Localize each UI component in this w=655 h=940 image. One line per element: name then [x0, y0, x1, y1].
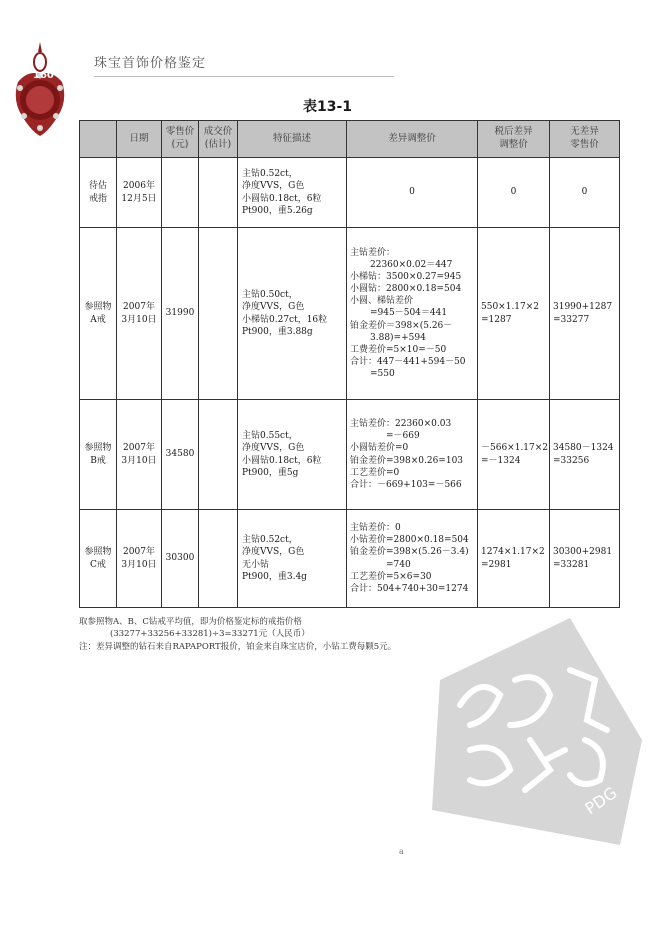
retail-price-cell: 30300 — [162, 510, 199, 608]
column-header: 成交价 (估计) — [199, 121, 238, 158]
header-rule — [94, 76, 394, 77]
footer-mark: a — [399, 847, 404, 856]
average-price-note: 取参照物A、B、C钻戒平均值，即为价格鉴定标的戒指价格 — [79, 617, 302, 627]
table-header-row — [80, 121, 620, 158]
table-row — [80, 228, 620, 400]
page-number: 160 — [33, 70, 54, 81]
item-name-cell: 待估 戒指 — [80, 158, 117, 228]
deal-price-cell — [199, 158, 238, 228]
average-price-formula: (33277+33256+33281)÷3=33271元（人民币） — [110, 629, 310, 639]
table-caption: 表13-1 — [302, 99, 353, 115]
date-cell: 2007年 3月10日 — [117, 510, 162, 608]
deal-price-cell — [199, 510, 238, 608]
watermark-text: PDG — [581, 782, 621, 819]
running-header-title: 珠宝首饰价格鉴定 — [94, 56, 207, 71]
tax-adjust-cell: 0 — [478, 158, 550, 228]
retail-price-cell: 31990 — [162, 228, 199, 400]
tax-adjust-cell: 1274×1.17×2 =2981 — [478, 510, 550, 608]
retail-price-cell — [162, 158, 199, 228]
jewel-emblem-icon — [8, 40, 72, 140]
features-cell: 主钻0.55ct， 净度VVS，G色 小圆钻0.18ct，6粒 Pt900，重5g — [238, 400, 347, 510]
diff-adjust-cell: 0 — [347, 158, 478, 228]
features-cell: 主钻0.50ct， 净度VVS，G色 小梯钻0.27ct，16粒 Pt900，重3.88g — [238, 228, 347, 400]
tax-adjust-cell: 550×1.17×2 =1287 — [478, 228, 550, 400]
column-header: 零售价 (元) — [162, 121, 199, 158]
table-row — [80, 158, 620, 228]
nodiff-retail-cell: 34580－1324 =33256 — [550, 400, 620, 510]
column-header: 税后差异 调整价 — [478, 121, 550, 158]
column-header: 无差异 零售价 — [550, 121, 620, 158]
table-row — [80, 510, 620, 608]
deal-price-cell — [199, 228, 238, 400]
column-header: 差异调整价 — [347, 121, 478, 158]
deal-price-cell — [199, 400, 238, 510]
nodiff-retail-cell: 30300+2981 =33281 — [550, 510, 620, 608]
tax-adjust-cell: －566×1.17×2 =－1324 — [478, 400, 550, 510]
item-name-cell: 参照物 A戒 — [80, 228, 117, 400]
nodiff-retail-cell: 31990+1287 =33277 — [550, 228, 620, 400]
item-name-cell: 参照物 C戒 — [80, 510, 117, 608]
nodiff-retail-cell: 0 — [550, 158, 620, 228]
diff-adjust-cell: 主钻差价：0 小钻差价=2800×0.18=504 铂金差价=398×(5.26－3.4) =740 工艺差价=5×6=30 合计：504+740+30=1274 — [347, 510, 478, 608]
date-cell: 2006年 12月5日 — [117, 158, 162, 228]
item-name-cell: 参照物 B戒 — [80, 400, 117, 510]
column-header — [80, 121, 117, 158]
source-footnote: 注：差异调整的钻石来自RAPAPORT报价，铂金来自珠宝店价，小钻工费每颗5元。 — [79, 642, 397, 652]
date-cell: 2007年 3月10日 — [117, 228, 162, 400]
retail-price-cell: 34580 — [162, 400, 199, 510]
features-cell: 主钻0.52ct， 净度VVS，G色 小圆钻0.18ct，6粒 Pt900，重5.26g — [238, 158, 347, 228]
column-header: 日期 — [117, 121, 162, 158]
seal-watermark-icon — [420, 610, 650, 850]
column-header: 特征描述 — [238, 121, 347, 158]
diff-adjust-cell: 主钻差价：22360×0.03 =－669 小圆钻差价=0 铂金差价=398×0.26=103 工艺差价=0 合计：－669+103=－566 — [347, 400, 478, 510]
table-row — [80, 400, 620, 510]
price-comparison-table — [79, 120, 620, 608]
features-cell: 主钻0.52ct， 净度VVS，G色 无小钻 Pt900，重3.4g — [238, 510, 347, 608]
date-cell: 2007年 3月10日 — [117, 400, 162, 510]
diff-adjust-cell: 主钻差价： 22360×0.02＝447 小梯钻：3500×0.27=945 小圆钻：2800×0.18=504 小圆、梯钻差价 =945－504＝441 铂金差价＝398×(5.26－ 3.88)=+594 工费差价=5×10=－50 合计：447－441+594－50 =550 — [347, 228, 478, 400]
